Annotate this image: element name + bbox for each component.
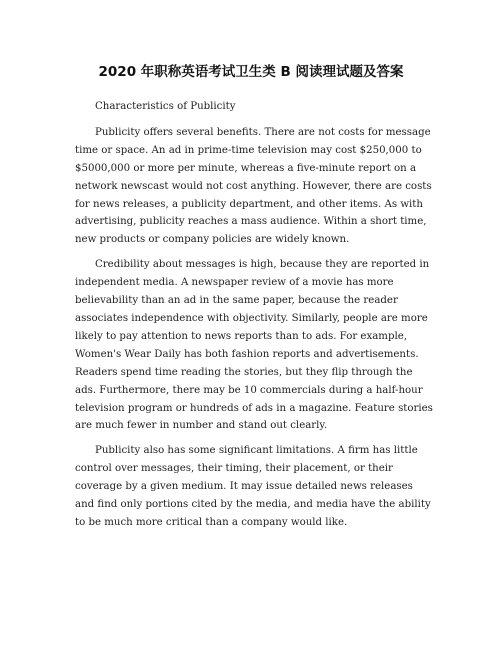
paragraph-1: Publicity offers several benefits. There are not costs for message time or space. An ad in prime-time television may cost $250,000 to $5000,000 or more per minute, whereas a five-minute report on a network newscast would not cost anything. However, there are costs for news releases, a publicity department, and other items. As with advertising, publicity reaches a mass audience. Within a short time, new products or company policies are widely known. [75,126,432,246]
section-heading: Characteristics of Publicity [95,101,236,112]
paragraph-3: Publicity also has some significant limitations. A firm has little control over messages, their timing, their placement, or their coverage by a given medium. It may issue detailed news releases and find only portions cited by the media, and media have the ability to be much more critical than a company would like. [75,445,431,528]
document-body [75,98,435,539]
paragraph-2: Credibility about messages is high, because they are reported in independent media. A newspaper review of a movie has more believability than an ad in the same paper, because the reader associates independence with objectivity. Similarly, people are more likely to pay attention to news reports than to ads. For example, Women's Wear Daily has both fashion reports and advertisements. Readers spend time reading the stories, but they flip through the ads. Furthermore, there may be 10 commercials during a half-hour television program or hundreds of ads in a magazine. Feature stories are much fewer in number and stand out clearly. [75,259,433,432]
document-title: 2020 年职称英语考试卫生类 B 阅读理试题及答案 [98,64,404,80]
